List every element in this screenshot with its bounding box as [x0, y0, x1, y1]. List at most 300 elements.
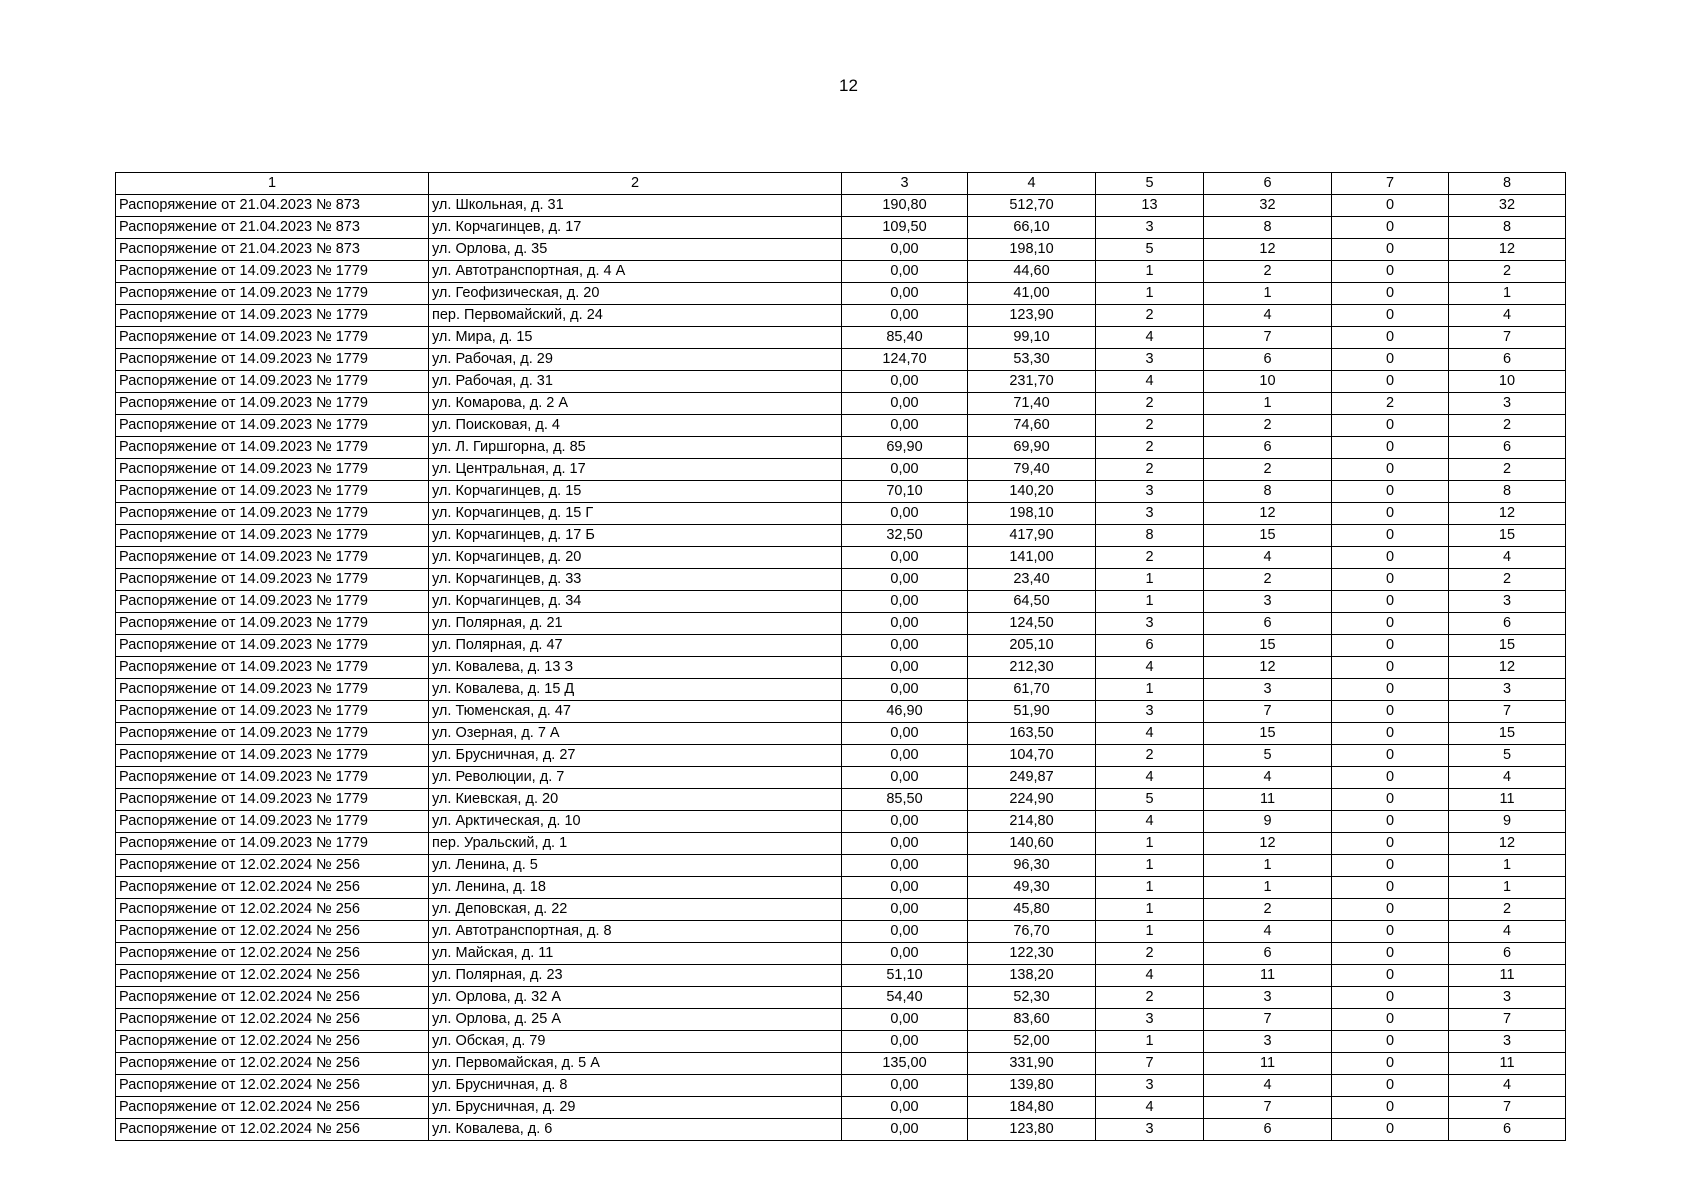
table-row	[116, 437, 1566, 459]
col6-cell: 9	[1204, 811, 1332, 833]
col4-cell: 44,60	[968, 261, 1096, 283]
col5-cell: 2	[1096, 393, 1204, 415]
address-cell: ул. Ковалева, д. 13 З	[429, 657, 842, 679]
col7-cell: 0	[1332, 899, 1449, 921]
address-cell: ул. Обская, д. 79	[429, 1031, 842, 1053]
col5-cell: 4	[1096, 657, 1204, 679]
col7-cell: 0	[1332, 965, 1449, 987]
col7-cell: 0	[1332, 591, 1449, 613]
col3-cell: 46,90	[842, 701, 968, 723]
col8-cell: 3	[1449, 987, 1566, 1009]
col8-cell: 11	[1449, 965, 1566, 987]
col4-cell: 66,10	[968, 217, 1096, 239]
table-row	[116, 1053, 1566, 1075]
basis-cell: Распоряжение от 14.09.2023 № 1779	[116, 591, 429, 613]
col8-cell: 7	[1449, 701, 1566, 723]
col4-cell: 140,60	[968, 833, 1096, 855]
col8-cell: 5	[1449, 745, 1566, 767]
col8-cell: 4	[1449, 305, 1566, 327]
col4-cell: 51,90	[968, 701, 1096, 723]
basis-cell: Распоряжение от 21.04.2023 № 873	[116, 239, 429, 261]
col4-cell: 83,60	[968, 1009, 1096, 1031]
col8-cell: 12	[1449, 657, 1566, 679]
basis-cell: Распоряжение от 14.09.2023 № 1779	[116, 349, 429, 371]
col7-cell: 0	[1332, 789, 1449, 811]
col4-cell: 139,80	[968, 1075, 1096, 1097]
col8-cell: 7	[1449, 1097, 1566, 1119]
address-cell: ул. Рабочая, д. 31	[429, 371, 842, 393]
col6-cell: 3	[1204, 591, 1332, 613]
col8-cell: 2	[1449, 459, 1566, 481]
col8-cell: 7	[1449, 327, 1566, 349]
col3-cell: 0,00	[842, 635, 968, 657]
col8-cell: 2	[1449, 899, 1566, 921]
col5-cell: 2	[1096, 305, 1204, 327]
col7-cell: 0	[1332, 877, 1449, 899]
col4-cell: 123,80	[968, 1119, 1096, 1141]
basis-cell: Распоряжение от 14.09.2023 № 1779	[116, 569, 429, 591]
basis-cell: Распоряжение от 14.09.2023 № 1779	[116, 833, 429, 855]
col6-cell: 15	[1204, 635, 1332, 657]
col5-cell: 1	[1096, 679, 1204, 701]
col7-cell: 0	[1332, 613, 1449, 635]
basis-cell: Распоряжение от 14.09.2023 № 1779	[116, 283, 429, 305]
col6-cell: 3	[1204, 987, 1332, 1009]
col5-cell: 3	[1096, 701, 1204, 723]
basis-cell: Распоряжение от 12.02.2024 № 256	[116, 899, 429, 921]
col3-cell: 0,00	[842, 1119, 968, 1141]
address-cell: ул. Ленина, д. 5	[429, 855, 842, 877]
col5-cell: 5	[1096, 789, 1204, 811]
table-row	[116, 1075, 1566, 1097]
basis-cell: Распоряжение от 14.09.2023 № 1779	[116, 525, 429, 547]
address-cell: ул. Рабочая, д. 29	[429, 349, 842, 371]
address-cell: ул. Деповская, д. 22	[429, 899, 842, 921]
col7-cell: 0	[1332, 503, 1449, 525]
col4-cell: 61,70	[968, 679, 1096, 701]
col4-cell: 104,70	[968, 745, 1096, 767]
col7-cell: 0	[1332, 745, 1449, 767]
col7-cell: 0	[1332, 723, 1449, 745]
col3-cell: 0,00	[842, 305, 968, 327]
col8-cell: 10	[1449, 371, 1566, 393]
col3-cell: 135,00	[842, 1053, 968, 1075]
col4-cell: 64,50	[968, 591, 1096, 613]
col7-cell: 0	[1332, 943, 1449, 965]
address-cell: ул. Корчагинцев, д. 20	[429, 547, 842, 569]
col5-cell: 13	[1096, 195, 1204, 217]
col4-cell: 71,40	[968, 393, 1096, 415]
col8-cell: 1	[1449, 877, 1566, 899]
basis-cell: Распоряжение от 14.09.2023 № 1779	[116, 415, 429, 437]
basis-cell: Распоряжение от 14.09.2023 № 1779	[116, 393, 429, 415]
col8-cell: 2	[1449, 261, 1566, 283]
col8-cell: 1	[1449, 855, 1566, 877]
col7-cell: 0	[1332, 327, 1449, 349]
col8-cell: 3	[1449, 591, 1566, 613]
basis-cell: Распоряжение от 14.09.2023 № 1779	[116, 767, 429, 789]
basis-cell: Распоряжение от 12.02.2024 № 256	[116, 965, 429, 987]
col5-cell: 4	[1096, 723, 1204, 745]
address-cell: ул. Корчагинцев, д. 15	[429, 481, 842, 503]
col8-cell: 6	[1449, 437, 1566, 459]
col8-cell: 15	[1449, 723, 1566, 745]
col3-cell: 54,40	[842, 987, 968, 1009]
table-row	[116, 283, 1566, 305]
col6-cell: 6	[1204, 1119, 1332, 1141]
col5-cell: 1	[1096, 283, 1204, 305]
address-cell: пер. Уральский, д. 1	[429, 833, 842, 855]
table-row	[116, 679, 1566, 701]
basis-cell: Распоряжение от 14.09.2023 № 1779	[116, 811, 429, 833]
table-row	[116, 921, 1566, 943]
col6-cell: 7	[1204, 1097, 1332, 1119]
col4-cell: 69,90	[968, 437, 1096, 459]
col4-cell: 512,70	[968, 195, 1096, 217]
col4-cell: 417,90	[968, 525, 1096, 547]
col4-cell: 212,30	[968, 657, 1096, 679]
col4-cell: 184,80	[968, 1097, 1096, 1119]
address-cell: ул. Революции, д. 7	[429, 767, 842, 789]
table-row	[116, 723, 1566, 745]
col5-cell: 3	[1096, 1009, 1204, 1031]
address-cell: ул. Корчагинцев, д. 15 Г	[429, 503, 842, 525]
col8-cell: 4	[1449, 921, 1566, 943]
col5-cell: 3	[1096, 1119, 1204, 1141]
col6-cell: 11	[1204, 789, 1332, 811]
col7-cell: 0	[1332, 481, 1449, 503]
col8-cell: 4	[1449, 547, 1566, 569]
col7-cell: 0	[1332, 459, 1449, 481]
col7-cell: 0	[1332, 855, 1449, 877]
col5-cell: 3	[1096, 613, 1204, 635]
col7-cell: 0	[1332, 349, 1449, 371]
col4-cell: 122,30	[968, 943, 1096, 965]
col5-cell: 1	[1096, 877, 1204, 899]
col8-cell: 2	[1449, 415, 1566, 437]
table-row	[116, 943, 1566, 965]
basis-cell: Распоряжение от 14.09.2023 № 1779	[116, 261, 429, 283]
basis-cell: Распоряжение от 14.09.2023 № 1779	[116, 679, 429, 701]
column-number-header: 3	[842, 173, 968, 195]
basis-cell: Распоряжение от 12.02.2024 № 256	[116, 1009, 429, 1031]
col8-cell: 12	[1449, 239, 1566, 261]
table-row	[116, 459, 1566, 481]
col6-cell: 2	[1204, 261, 1332, 283]
col3-cell: 0,00	[842, 899, 968, 921]
col4-cell: 99,10	[968, 327, 1096, 349]
col6-cell: 2	[1204, 415, 1332, 437]
col6-cell: 4	[1204, 767, 1332, 789]
address-cell: ул. Корчагинцев, д. 17	[429, 217, 842, 239]
col5-cell: 8	[1096, 525, 1204, 547]
col3-cell: 0,00	[842, 591, 968, 613]
col8-cell: 2	[1449, 569, 1566, 591]
col3-cell: 0,00	[842, 679, 968, 701]
col6-cell: 2	[1204, 899, 1332, 921]
col8-cell: 4	[1449, 1075, 1566, 1097]
col8-cell: 3	[1449, 1031, 1566, 1053]
col8-cell: 12	[1449, 833, 1566, 855]
col5-cell: 3	[1096, 217, 1204, 239]
basis-cell: Распоряжение от 14.09.2023 № 1779	[116, 635, 429, 657]
basis-cell: Распоряжение от 12.02.2024 № 256	[116, 1119, 429, 1141]
table-row	[116, 1009, 1566, 1031]
col4-cell: 198,10	[968, 503, 1096, 525]
col3-cell: 0,00	[842, 239, 968, 261]
col7-cell: 0	[1332, 657, 1449, 679]
address-cell: ул. Первомайская, д. 5 А	[429, 1053, 842, 1075]
table-row	[116, 503, 1566, 525]
col7-cell: 0	[1332, 261, 1449, 283]
col8-cell: 9	[1449, 811, 1566, 833]
col3-cell: 190,80	[842, 195, 968, 217]
col6-cell: 4	[1204, 547, 1332, 569]
col3-cell: 0,00	[842, 371, 968, 393]
address-cell: ул. Ковалева, д. 15 Д	[429, 679, 842, 701]
data-table	[115, 172, 1566, 1141]
basis-cell: Распоряжение от 14.09.2023 № 1779	[116, 657, 429, 679]
table-row	[116, 701, 1566, 723]
address-cell: ул. Озерная, д. 7 А	[429, 723, 842, 745]
col7-cell: 0	[1332, 195, 1449, 217]
table-row	[116, 767, 1566, 789]
basis-cell: Распоряжение от 12.02.2024 № 256	[116, 987, 429, 1009]
basis-cell: Распоряжение от 12.02.2024 № 256	[116, 855, 429, 877]
col5-cell: 2	[1096, 547, 1204, 569]
address-cell: ул. Л. Гиршгорна, д. 85	[429, 437, 842, 459]
address-cell: ул. Школьная, д. 31	[429, 195, 842, 217]
table-row	[116, 371, 1566, 393]
col6-cell: 6	[1204, 349, 1332, 371]
col8-cell: 4	[1449, 767, 1566, 789]
col4-cell: 205,10	[968, 635, 1096, 657]
col5-cell: 3	[1096, 349, 1204, 371]
col4-cell: 224,90	[968, 789, 1096, 811]
col8-cell: 11	[1449, 1053, 1566, 1075]
col5-cell: 3	[1096, 481, 1204, 503]
col3-cell: 0,00	[842, 767, 968, 789]
table-row	[116, 657, 1566, 679]
basis-cell: Распоряжение от 12.02.2024 № 256	[116, 1097, 429, 1119]
basis-cell: Распоряжение от 12.02.2024 № 256	[116, 877, 429, 899]
col4-cell: 76,70	[968, 921, 1096, 943]
basis-cell: Распоряжение от 12.02.2024 № 256	[116, 1075, 429, 1097]
col5-cell: 1	[1096, 833, 1204, 855]
table-row	[116, 591, 1566, 613]
table-row	[116, 415, 1566, 437]
col3-cell: 0,00	[842, 1075, 968, 1097]
column-number-header: 4	[968, 173, 1096, 195]
col6-cell: 1	[1204, 393, 1332, 415]
column-number-header: 8	[1449, 173, 1566, 195]
col3-cell: 0,00	[842, 1031, 968, 1053]
col6-cell: 3	[1204, 1031, 1332, 1053]
col7-cell: 0	[1332, 679, 1449, 701]
address-cell: ул. Майская, д. 11	[429, 943, 842, 965]
col8-cell: 12	[1449, 503, 1566, 525]
col6-cell: 8	[1204, 217, 1332, 239]
col6-cell: 6	[1204, 613, 1332, 635]
basis-cell: Распоряжение от 14.09.2023 № 1779	[116, 371, 429, 393]
col4-cell: 331,90	[968, 1053, 1096, 1075]
col5-cell: 1	[1096, 1031, 1204, 1053]
address-cell: ул. Мира, д. 15	[429, 327, 842, 349]
col6-cell: 15	[1204, 525, 1332, 547]
col4-cell: 123,90	[968, 305, 1096, 327]
table-body	[116, 173, 1566, 1141]
col5-cell: 3	[1096, 503, 1204, 525]
col7-cell: 0	[1332, 525, 1449, 547]
table-row	[116, 195, 1566, 217]
col3-cell: 0,00	[842, 1009, 968, 1031]
col3-cell: 85,50	[842, 789, 968, 811]
col8-cell: 11	[1449, 789, 1566, 811]
col3-cell: 0,00	[842, 745, 968, 767]
col4-cell: 163,50	[968, 723, 1096, 745]
col3-cell: 0,00	[842, 547, 968, 569]
col4-cell: 138,20	[968, 965, 1096, 987]
col3-cell: 0,00	[842, 459, 968, 481]
col6-cell: 4	[1204, 1075, 1332, 1097]
col3-cell: 0,00	[842, 811, 968, 833]
col5-cell: 2	[1096, 943, 1204, 965]
col4-cell: 52,00	[968, 1031, 1096, 1053]
address-cell: ул. Брусничная, д. 29	[429, 1097, 842, 1119]
basis-cell: Распоряжение от 14.09.2023 № 1779	[116, 547, 429, 569]
basis-cell: Распоряжение от 14.09.2023 № 1779	[116, 305, 429, 327]
table-row	[116, 855, 1566, 877]
table-row	[116, 833, 1566, 855]
col4-cell: 249,87	[968, 767, 1096, 789]
col7-cell: 0	[1332, 767, 1449, 789]
col8-cell: 15	[1449, 525, 1566, 547]
basis-cell: Распоряжение от 14.09.2023 № 1779	[116, 613, 429, 635]
table-row	[116, 525, 1566, 547]
table-row	[116, 1097, 1566, 1119]
address-cell: ул. Киевская, д. 20	[429, 789, 842, 811]
address-cell: ул. Орлова, д. 35	[429, 239, 842, 261]
table-row	[116, 327, 1566, 349]
header-row	[116, 173, 1566, 195]
col3-cell: 32,50	[842, 525, 968, 547]
col3-cell: 0,00	[842, 657, 968, 679]
col4-cell: 23,40	[968, 569, 1096, 591]
col7-cell: 0	[1332, 1097, 1449, 1119]
col4-cell: 141,00	[968, 547, 1096, 569]
col7-cell: 0	[1332, 635, 1449, 657]
col3-cell: 0,00	[842, 855, 968, 877]
table-row	[116, 877, 1566, 899]
col6-cell: 12	[1204, 833, 1332, 855]
col6-cell: 8	[1204, 481, 1332, 503]
col3-cell: 0,00	[842, 613, 968, 635]
col4-cell: 124,50	[968, 613, 1096, 635]
col6-cell: 7	[1204, 701, 1332, 723]
col8-cell: 1	[1449, 283, 1566, 305]
col6-cell: 2	[1204, 569, 1332, 591]
col5-cell: 4	[1096, 767, 1204, 789]
col5-cell: 2	[1096, 437, 1204, 459]
address-cell: ул. Арктическая, д. 10	[429, 811, 842, 833]
col4-cell: 96,30	[968, 855, 1096, 877]
col3-cell: 0,00	[842, 503, 968, 525]
address-cell: ул. Тюменская, д. 47	[429, 701, 842, 723]
col7-cell: 0	[1332, 921, 1449, 943]
col6-cell: 12	[1204, 503, 1332, 525]
col4-cell: 52,30	[968, 987, 1096, 1009]
col8-cell: 32	[1449, 195, 1566, 217]
table-row	[116, 305, 1566, 327]
col3-cell: 124,70	[842, 349, 968, 371]
col5-cell: 1	[1096, 261, 1204, 283]
col5-cell: 4	[1096, 965, 1204, 987]
col8-cell: 6	[1449, 943, 1566, 965]
col8-cell: 6	[1449, 349, 1566, 371]
table-row	[116, 811, 1566, 833]
table-row	[116, 349, 1566, 371]
col5-cell: 4	[1096, 811, 1204, 833]
col6-cell: 4	[1204, 305, 1332, 327]
col7-cell: 0	[1332, 1053, 1449, 1075]
col7-cell: 0	[1332, 239, 1449, 261]
col6-cell: 32	[1204, 195, 1332, 217]
table-row	[116, 965, 1566, 987]
col3-cell: 0,00	[842, 393, 968, 415]
col5-cell: 4	[1096, 327, 1204, 349]
table-row	[116, 1119, 1566, 1141]
col5-cell: 2	[1096, 459, 1204, 481]
col3-cell: 0,00	[842, 569, 968, 591]
col5-cell: 6	[1096, 635, 1204, 657]
col8-cell: 15	[1449, 635, 1566, 657]
col7-cell: 0	[1332, 415, 1449, 437]
col3-cell: 0,00	[842, 877, 968, 899]
col7-cell: 2	[1332, 393, 1449, 415]
col7-cell: 0	[1332, 1075, 1449, 1097]
col6-cell: 5	[1204, 745, 1332, 767]
basis-cell: Распоряжение от 12.02.2024 № 256	[116, 943, 429, 965]
col3-cell: 0,00	[842, 723, 968, 745]
col5-cell: 2	[1096, 415, 1204, 437]
col6-cell: 1	[1204, 855, 1332, 877]
col5-cell: 2	[1096, 987, 1204, 1009]
col6-cell: 7	[1204, 327, 1332, 349]
basis-cell: Распоряжение от 21.04.2023 № 873	[116, 195, 429, 217]
col3-cell: 0,00	[842, 283, 968, 305]
col6-cell: 11	[1204, 965, 1332, 987]
col4-cell: 49,30	[968, 877, 1096, 899]
address-cell: ул. Брусничная, д. 27	[429, 745, 842, 767]
address-cell: ул. Автотранспортная, д. 4 А	[429, 261, 842, 283]
table-row	[116, 899, 1566, 921]
table-row	[116, 393, 1566, 415]
address-cell: ул. Геофизическая, д. 20	[429, 283, 842, 305]
col8-cell: 3	[1449, 393, 1566, 415]
col5-cell: 4	[1096, 371, 1204, 393]
basis-cell: Распоряжение от 12.02.2024 № 256	[116, 1031, 429, 1053]
col3-cell: 0,00	[842, 1097, 968, 1119]
column-number-header: 7	[1332, 173, 1449, 195]
address-cell: ул. Орлова, д. 25 А	[429, 1009, 842, 1031]
col5-cell: 3	[1096, 1075, 1204, 1097]
col5-cell: 1	[1096, 855, 1204, 877]
col4-cell: 140,20	[968, 481, 1096, 503]
col5-cell: 1	[1096, 569, 1204, 591]
col7-cell: 0	[1332, 569, 1449, 591]
col6-cell: 4	[1204, 921, 1332, 943]
col3-cell: 0,00	[842, 833, 968, 855]
